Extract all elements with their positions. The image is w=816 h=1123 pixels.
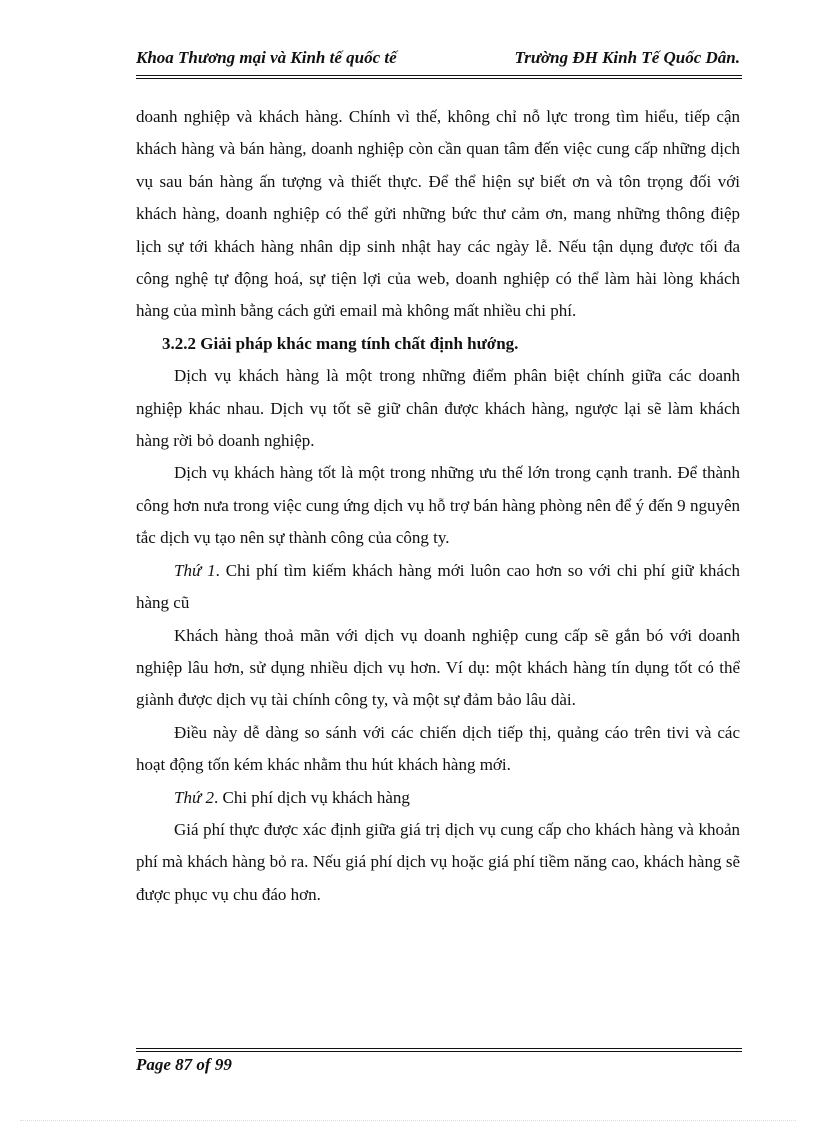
header-university: Trường ĐH Kinh Tế Quốc Dân. — [514, 48, 740, 67]
document-body — [136, 101, 740, 911]
footer-rule — [136, 1048, 742, 1049]
paragraph-6: Điều này dễ dàng so sánh với các chiến dịch tiếp thị, quảng cáo trên tivi và các hoạt động tốn kém khác nhằm thu hút khách hàng mới. — [136, 722, 740, 775]
header-rule — [136, 75, 742, 76]
header-faculty: Khoa Thương mại và Kinh tế quốc tế — [136, 48, 397, 67]
paragraph-2: Dịch vụ khách hàng là một trong những điểm phân biệt chính giữa các doanh nghiệp khác nhau. Dịch vụ tốt sẽ giữ chân được khách hàng, ngược lại sẽ làm khách hàng rời bỏ doanh nghiệp. — [136, 366, 740, 451]
paragraph-5: Khách hàng thoả mãn với dịch vụ doanh nghiệp cung cấp sẽ gắn bó với doanh nghiệp lâu hơn, sử dụng nhiều dịch vụ hơn. Ví dụ: một khách hàng tín dụng tốt có thể giành được dịch vụ tài chính công ty, và một sự đảm bảo lâu dài. — [136, 625, 740, 710]
header-rule-2 — [136, 78, 742, 79]
item-text-2: . Chi phí dịch vụ khách hàng — [213, 787, 410, 807]
item-label-2: Thứ 2 — [174, 787, 214, 807]
paragraph-7 — [136, 782, 740, 814]
section-heading: 3.2.2 Giải pháp khác mang tính chất định hướng. — [162, 333, 519, 353]
footer-rule-2 — [136, 1051, 742, 1052]
item-label-1: Thứ 1 — [174, 560, 216, 580]
paragraph-8: Giá phí thực được xác định giữa giá trị dịch vụ cung cấp cho khách hàng và khoản phí mà khách hàng bỏ ra. Nếu giá phí dịch vụ hoặc giá phí tiềm năng cao, khách hàng sẽ được phục vụ chu đáo hơn. — [136, 819, 740, 904]
bottom-dotted-line — [20, 1120, 796, 1121]
paragraph-1: doanh nghiệp và khách hàng. Chính vì thế, không chỉ nỗ lực trong tìm hiểu, tiếp cận khách hàng và bán hàng, doanh nghiệp còn cần quan tâm đến việc cung cấp những dịch vụ sau bán hàng ấn tượng và thiết thực. Để thể hiện sự biết ơn và tôn trọng đối với khách hàng, doanh nghiệp có thể gửi những bức thư cảm ơn, mang những thông điệp lịch sự tới khách hàng nhân dịp sinh nhật hay các ngày lễ. Nếu tận dụng được tối đa công nghệ tự động hoá, sự tiện lợi của web, doanh nghiệp có thể làm hài lòng khách hàng của mình bằng cách gửi email mà không mất nhiều chi phí. — [136, 107, 740, 321]
paragraph-4 — [136, 555, 740, 620]
page-number: Page 87 of 99 — [136, 1055, 232, 1074]
item-text-1: . Chi phí tìm kiếm khách hàng mới luôn cao hơn so với chi phí giữ khách hàng cũ — [136, 560, 741, 613]
page-header — [136, 48, 740, 74]
paragraph-3: Dịch vụ khách hàng tốt là một trong những ưu thế lớn trong cạnh tranh. Để thành công hơn nưa trong việc cung ứng dịch vụ hỗ trợ bán hàng phòng nên để ý đến 9 nguyên tắc dịch vụ tạo nên sự thành công của công ty. — [136, 463, 740, 548]
